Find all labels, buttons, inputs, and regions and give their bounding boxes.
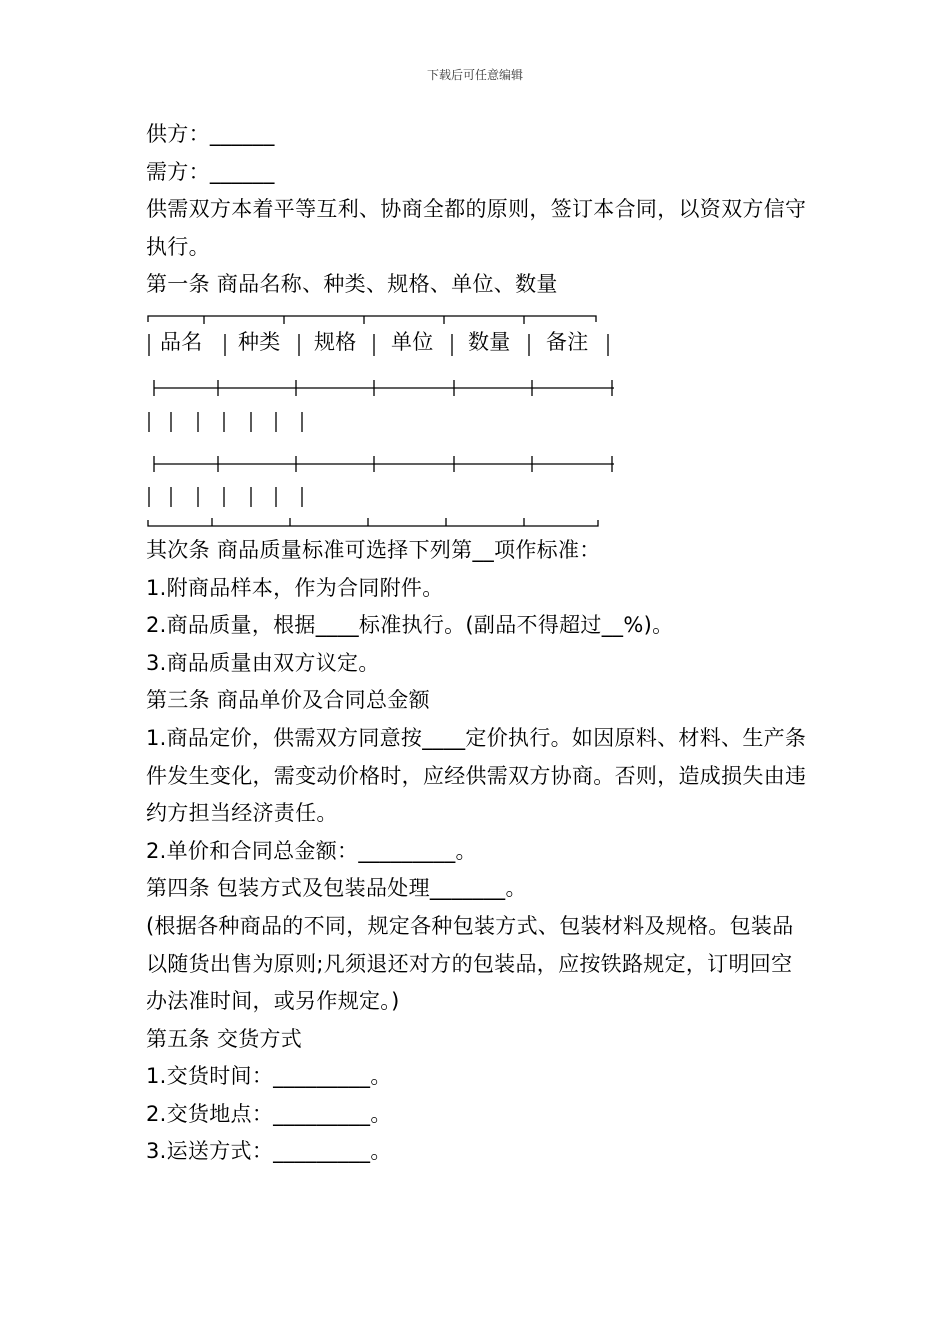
article-4-note: (根据各种商品的不同，规定各种包装方式、包装材料及规格。包装品以随货出售为原则;凡须退还对方的包装品，应按铁路规定，订明回空办法准时间，或另作规定。) — [146, 913, 794, 1014]
table-header-quantity: 数量 — [468, 329, 511, 354]
table-bottom-border — [148, 520, 598, 526]
article-5-item-1: 1.交货时间：_________。 — [146, 1064, 392, 1089]
table-header-remarks: 备注 — [546, 329, 589, 354]
article-2-item-2: 2.商品质量，根据____标准执行。(副品不得超过__%)。 — [146, 613, 674, 638]
article-2-item-1: 1.附商品样本，作为合同附件。 — [146, 575, 444, 600]
article-2-title: 其次条 商品质量标准可选择下列第__项作标准： — [146, 537, 601, 562]
article-3-title: 第三条 商品单价及合同总金额 — [146, 688, 430, 713]
article-3-item-1: 1.商品定价，供需双方同意按____定价执行。如因原料、材料、生产条件发生变化，需变动价格时，应经供需双方协商。否则，造成损失由违约方担当经济责任。 — [146, 725, 807, 826]
article-4-title: 第四条 包装方式及包装品处理_______。 — [146, 876, 527, 901]
intro-paragraph: 供需双方本着平等互利、协商全都的原则，签订本合同，以资双方信守执行。 — [146, 197, 807, 259]
article-2-item-3: 3.商品质量由双方议定。 — [146, 650, 380, 675]
article-1-title: 第一条 商品名称、种类、规格、单位、数量 — [146, 272, 558, 297]
table-top-border — [148, 316, 596, 322]
contract-body — [146, 116, 811, 1171]
product-table — [146, 304, 626, 532]
table-header-category: 种类 — [238, 329, 281, 354]
article-5-item-2: 2.交货地点：_________。 — [146, 1101, 392, 1126]
page-header-note: 下载后可任意编辑 — [426, 68, 523, 82]
supplier-line: 供方：______ — [146, 122, 275, 146]
table-header-unit: 单位 — [391, 329, 434, 354]
article-3-item-2: 2.单价和合同总金额：_________。 — [146, 838, 477, 863]
table-header-spec: 规格 — [314, 329, 357, 354]
buyer-line: 需方：______ — [146, 159, 275, 184]
article-5-item-3: 3.运送方式：_________。 — [146, 1139, 392, 1164]
table-header-name: 品名 — [160, 329, 203, 354]
article-5-title: 第五条 交货方式 — [146, 1026, 303, 1051]
